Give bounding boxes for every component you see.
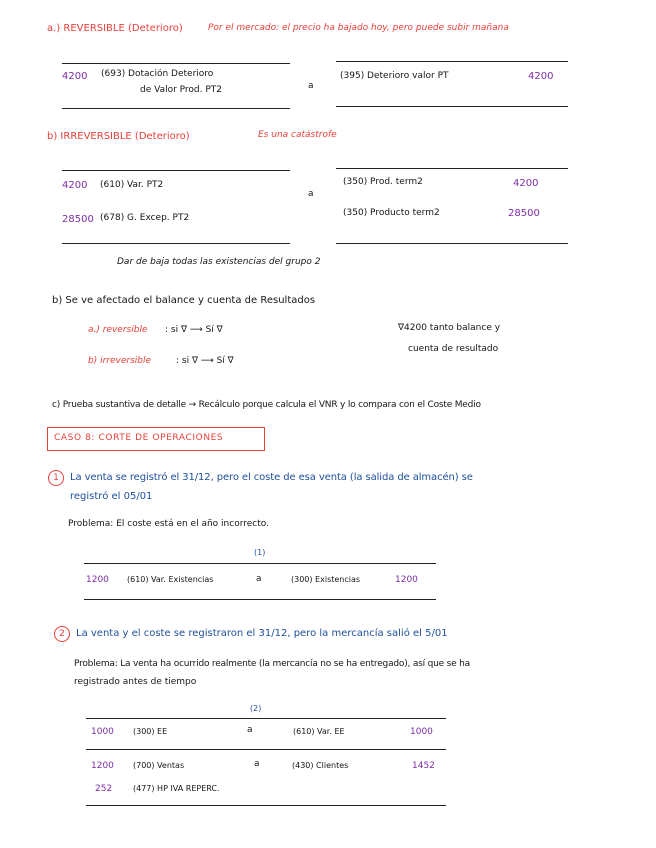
balance-note-line1: ∇4200 tanto balance y — [398, 323, 501, 333]
entry-connector: a — [308, 81, 314, 91]
section-c-text: c) Prueba sustantiva de detalle → Recálculo porque calcula el VNR y lo compara con el Coste Medio — [52, 400, 481, 410]
item2-line1: La venta y el coste se registraron el 31/12, pero la mercancía salió el 5/01 — [76, 628, 448, 639]
journal-line-top — [86, 718, 446, 719]
entry-amount: 1200 — [91, 761, 114, 771]
journal-line-top — [62, 63, 290, 64]
item2-problem-line1: Problema: La venta ha ocurrido realmente (la mercancía no se ha entregado), así que se ha — [74, 659, 470, 669]
irreversible-label: b) IRREVERSIBLE (Deterioro) — [47, 131, 190, 142]
journal-line-bottom — [84, 599, 436, 600]
entry-amount: 4200 — [62, 180, 88, 191]
journal-line-bottom-right — [336, 106, 568, 107]
entry-account-right: (300) Existencias — [291, 575, 361, 584]
journal-line-bottom — [62, 108, 290, 109]
balance-item-b-label: b) irreversible — [88, 356, 152, 366]
journal-line-bottom — [62, 243, 290, 244]
item1-entry-ref: (1) — [254, 548, 266, 557]
entry-account: (300) EE — [133, 727, 168, 736]
entry-connector: a — [256, 574, 262, 584]
entry-amount-right: 1200 — [395, 575, 418, 585]
entry-account: (610) Var. PT2 — [100, 180, 164, 190]
journal-line-top-right — [336, 61, 568, 62]
entry-amount: 1000 — [91, 727, 114, 737]
entry-account-line2: de Valor Prod. PT2 — [140, 85, 223, 95]
entry-amount-right: 4200 — [513, 178, 539, 189]
entry-amount-right: 4200 — [528, 71, 554, 82]
balance-heading: b) Se ve afectado el balance y cuenta de Resultados — [52, 295, 316, 306]
item1-line1: La venta se registró el 31/12, pero el coste de esa venta (la salida de almacén) se — [70, 472, 473, 483]
entry-amount-right: 1452 — [412, 761, 435, 771]
entry-account-right: (430) Clientes — [292, 761, 349, 770]
irreversible-footnote: Dar de baja todas las existencias del grupo 2 — [117, 257, 321, 267]
balance-note-line2: cuenta de resultado — [408, 344, 499, 354]
entry-account: (678) G. Excep. PT2 — [100, 213, 190, 223]
entry-connector: a — [254, 759, 260, 769]
entry-amount: 28500 — [62, 214, 94, 225]
entry-account: (693) Dotación Deterioro — [101, 69, 214, 79]
entry-connector: a — [308, 189, 314, 199]
entry-account-right: (395) Deterioro valor PT — [340, 71, 449, 81]
journal-line-top — [62, 170, 290, 171]
case8-title: CASO 8: CORTE DE OPERACIONES — [54, 433, 224, 443]
entry-amount: 252 — [95, 784, 113, 794]
journal-line-bottom-right — [336, 243, 568, 244]
journal-line-top-right — [336, 168, 568, 169]
reversible-label: a.) REVERSIBLE (Deterioro) — [47, 23, 183, 34]
journal-line-bottom — [86, 805, 446, 806]
entry-amount-right: 28500 — [508, 208, 540, 219]
balance-item-a-text: : si ∇ ⟶ Sí ∇ — [165, 325, 223, 335]
journal-line-top — [84, 563, 436, 564]
entry-account: (477) HP IVA REPERC. — [133, 784, 220, 793]
item1-line2: registró el 05/01 — [70, 491, 153, 502]
entry-amount: 1200 — [86, 575, 109, 585]
irreversible-note: Es una catástrofe — [258, 130, 337, 140]
item1-number: 1 — [48, 470, 64, 486]
journal-line-middle — [86, 749, 446, 750]
item2-entry-ref: (2) — [250, 704, 262, 713]
balance-item-b-text: : si ∇ ⟶ Sí ∇ — [176, 356, 234, 366]
entry-account: (610) Var. Existencias — [127, 575, 214, 584]
item2-problem-line2: registrado antes de tiempo — [74, 677, 197, 687]
entry-account: (700) Ventas — [133, 761, 185, 770]
item2-number: 2 — [54, 626, 70, 642]
item1-problem: Problema: El coste está en el año incorrecto. — [68, 519, 269, 529]
entry-amount-right: 1000 — [410, 727, 433, 737]
entry-account-right: (610) Var. EE — [293, 727, 345, 736]
entry-account-right: (350) Producto term2 — [343, 208, 440, 218]
entry-amount: 4200 — [62, 71, 88, 82]
entry-account-right: (350) Prod. term2 — [343, 177, 423, 187]
balance-item-a-label: a.) reversible — [88, 325, 148, 335]
entry-connector: a — [247, 725, 253, 735]
reversible-note: Por el mercado: el precio ha bajado hoy, pero puede subir mañana — [208, 23, 509, 33]
